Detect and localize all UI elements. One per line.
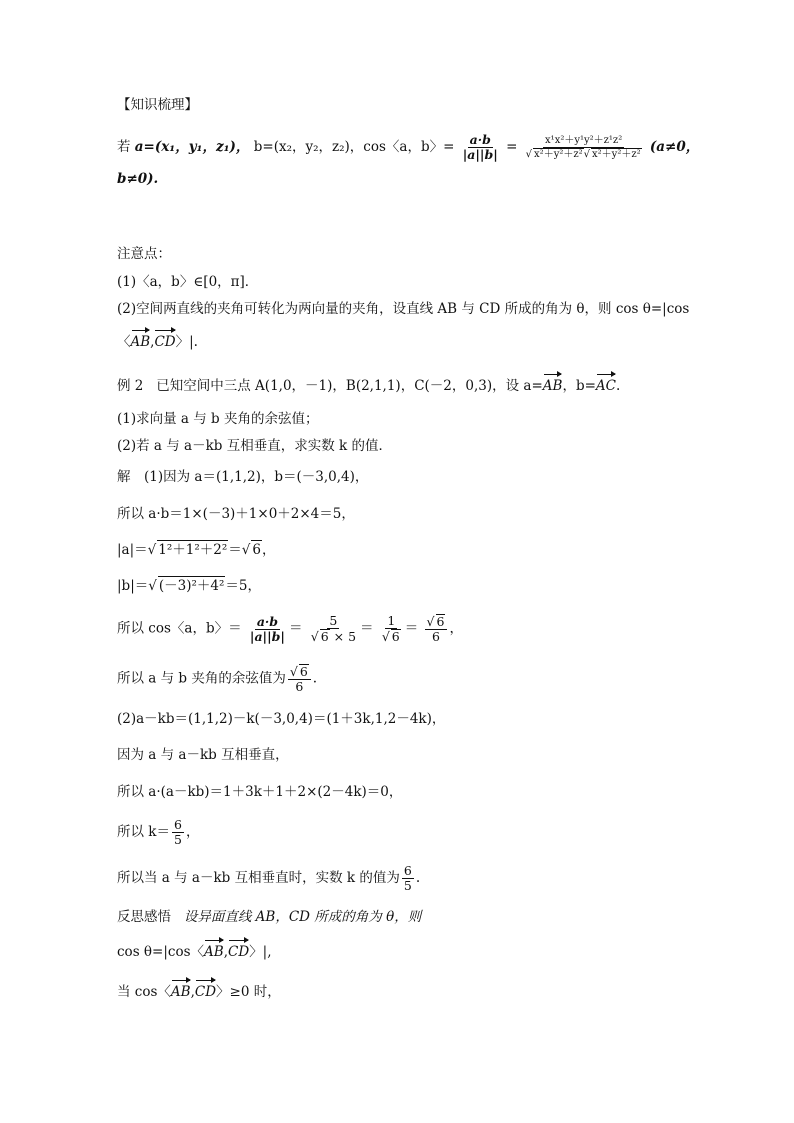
formula-line	[117, 133, 699, 162]
frac-num: a·b	[256, 613, 279, 629]
solution-line-6	[117, 664, 317, 694]
sqrt-icon	[526, 149, 532, 160]
period: .	[415, 870, 421, 886]
reflection-label: 反思感悟	[117, 909, 171, 925]
formula-cond1: (a≠0，	[649, 139, 700, 155]
condition: 〉≥0 时，	[216, 984, 281, 1000]
frac-num	[288, 664, 311, 680]
when-cos: 当 cos〈	[117, 984, 171, 1000]
frac-den: 6	[432, 629, 440, 644]
sqrt-value: 6	[252, 542, 261, 558]
frac-num: 5	[329, 613, 338, 628]
frac2-num: x¹x²＋y¹y²＋z¹z²	[545, 134, 623, 146]
sqrt-icon	[148, 542, 157, 558]
example-mid: ，b=	[562, 378, 596, 394]
separator: ,	[190, 984, 195, 1000]
frac-den-rest: × 5	[329, 629, 357, 644]
question-2: (2)若 a 与 a－kb 互相垂直，求实数 k 的值．	[117, 438, 392, 454]
frac-den: 5	[173, 832, 182, 847]
vector-ab: AB	[542, 378, 563, 394]
frac-num	[425, 614, 448, 630]
solution-line-8: 因为 a 与 a－kb 互相垂直，	[117, 747, 289, 763]
frac1-den: |a||b|	[462, 147, 498, 162]
frac-den	[380, 629, 403, 644]
frac-1-over	[380, 614, 403, 644]
radicand: 6	[320, 629, 329, 644]
formula-a-def: a=(x₁，y₁，z₁)，	[134, 139, 250, 155]
sqrt-icon	[148, 578, 157, 594]
note-2-line-2	[117, 333, 198, 351]
frac-k	[402, 864, 414, 893]
example-label: 例 2	[117, 378, 144, 394]
vector-ab: AB	[170, 984, 191, 1000]
cos-theta: cos θ=|cos〈	[117, 944, 205, 960]
frac2-den	[524, 148, 644, 161]
example-line	[117, 377, 620, 395]
result: ＝5，	[225, 578, 261, 594]
solution-line-7: (2)a－kb＝(1,1,2)－k(－3,0,4)＝(1＋3k,1,2－4k)，	[117, 711, 446, 727]
vector-cd: CD	[154, 334, 176, 350]
formula-frac1	[461, 133, 500, 162]
k-conclusion: 所以当 a 与 a－kb 互相垂直时，实数 k 的值为	[117, 870, 400, 886]
vector-ab: AB	[130, 334, 151, 350]
radicand: 6	[391, 629, 400, 644]
example-text: 已知空间中三点 A(1,0，－1)，B(2,1,1)，C(－2，0,3)，设 a=	[156, 378, 543, 394]
bracket-close: 〉|.	[175, 334, 198, 350]
separator: ,	[223, 944, 228, 960]
bracket-open: 〈	[117, 334, 131, 350]
vector-ac: AC	[595, 378, 617, 394]
formula-frac2	[524, 135, 644, 161]
cos-conclusion: 所以 a 与 b 夹角的余弦值为	[117, 670, 286, 687]
reflection-line-3	[117, 983, 281, 1001]
formula-prefix: 若	[117, 139, 131, 155]
solution-line-5: 所以 cos〈a，b〉＝ $\frac{a\cdot b}{|a||b|}$ ＝ 5 √ 6 × 5 ＝ 1 √ 6 ＝ √ $\frac{6}{6}$ ，	[117, 614, 463, 644]
bracket-close: 〉|,	[249, 944, 272, 960]
sqrt-icon	[290, 664, 298, 679]
solution-line-3	[117, 540, 275, 559]
solution-line-11	[117, 864, 420, 893]
separator: ,	[150, 334, 155, 350]
frac-den: 5	[403, 878, 412, 893]
abs-b: |b|＝	[117, 578, 149, 594]
reflection-line-1	[117, 908, 421, 926]
equals: ＝	[228, 542, 242, 558]
frac-num: 6	[173, 817, 182, 832]
formula-cond2: b≠0).	[117, 171, 159, 187]
sqrt-icon	[584, 149, 590, 160]
frac1-num: a·b	[469, 132, 491, 147]
sqrt-icon	[311, 629, 319, 644]
abs-a: |a|＝	[117, 542, 148, 558]
radicand: 1²＋1²＋2²	[158, 542, 228, 558]
note-2-line-1: (2)空间两直线的夹角可转化为两向量的夹角，设直线 AB 与 CD 所成的角为 θ，则 cos θ=|cos	[117, 301, 690, 317]
frac-result	[425, 614, 448, 644]
frac-den	[309, 629, 358, 644]
vector-cd: CD	[194, 984, 217, 1000]
reflection-line-2	[117, 943, 271, 961]
sqrt-icon	[242, 542, 251, 558]
solution-line-4	[117, 576, 261, 595]
solution-line-10	[117, 818, 199, 847]
frac-den: 6	[295, 679, 304, 694]
formula-b-def: b=(x₂，y₂，z₂)，cos〈a，b〉=	[253, 139, 455, 155]
radicand: 6	[299, 664, 308, 679]
notes-title: 注意点：	[117, 246, 171, 262]
frac2-den-a: x²＋y²＋z²	[534, 148, 583, 160]
period: .	[312, 670, 318, 687]
frac-num: 6	[403, 863, 412, 878]
frac-ab-over-norms	[248, 615, 287, 644]
cos-prefix: 所以 cos〈a，b〉＝	[117, 620, 242, 637]
comma: ，	[185, 824, 200, 840]
frac-num: 1	[387, 613, 396, 628]
comma: ，	[261, 542, 276, 558]
note-1: (1)〈a，b〉∈[0，π]．	[117, 274, 259, 290]
section-title: 【知识梳理】	[117, 97, 198, 113]
frac-den: |a||b|	[249, 628, 285, 644]
solution-line-9: 所以 a·(a－kb)＝1＋3k＋1＋2×(2－4k)＝0，	[117, 784, 403, 800]
frac2-den-b: x²＋y²＋z²	[592, 148, 641, 160]
sqrt-icon	[427, 614, 435, 629]
frac-result	[288, 664, 311, 694]
vector-cd: CD	[227, 944, 250, 960]
vector-ab: AB	[204, 944, 224, 960]
example-end: .	[616, 378, 621, 394]
radicand: 6	[436, 614, 445, 629]
solution-line-2: 所以 a·b＝1×(－3)＋1×0＋2×4＝5，	[117, 506, 355, 522]
solution-line-1: 解 (1)因为 a＝(1,1,2)，b＝(－3,0,4)，	[117, 469, 369, 485]
frac-k	[172, 818, 184, 847]
comma: ，	[449, 620, 463, 637]
formula-eq: =	[506, 139, 518, 155]
frac-5-over	[309, 614, 358, 644]
question-1: (1)求向量 a 与 b 夹角的余弦值；	[117, 411, 319, 427]
sqrt-icon	[382, 629, 390, 644]
k-prefix: 所以 k＝	[117, 824, 170, 840]
radicand: (－3)²＋4²	[158, 578, 225, 594]
reflection-text: 设异面直线 AB，CD 所成的角为 θ，则	[183, 909, 422, 925]
